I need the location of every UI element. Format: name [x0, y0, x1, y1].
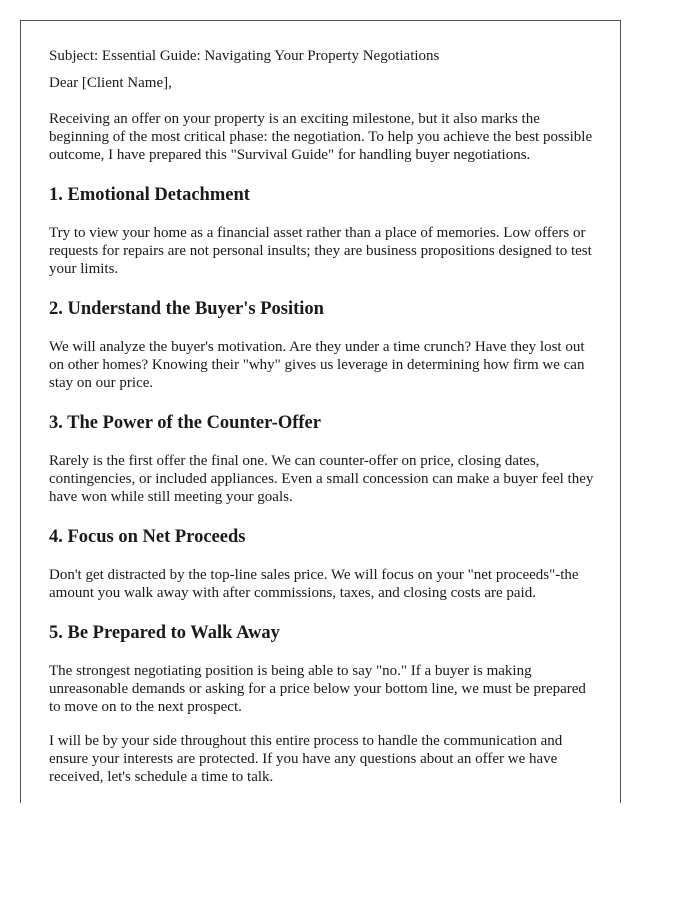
- section-1: [49, 184, 601, 278]
- subject-line: Subject: Essential Guide: Navigating Your Property Negotiations: [49, 48, 440, 64]
- section-2: [49, 298, 601, 392]
- section-4: [49, 526, 601, 602]
- section-heading: 5. Be Prepared to Walk Away: [49, 623, 280, 643]
- section-body: The strongest negotiating position is being able to say "no." If a buyer is making unreasonable demands or asking for a price below your bottom line, we must be prepared to move on to the next prospect.: [49, 663, 586, 715]
- section-body: Rarely is the first offer the final one. We can counter-offer on price, closing dates, contingencies, or included appliances. Even a small concession can make a buyer feel they have won while still meeting your goals.: [49, 453, 594, 505]
- greeting: Dear [Client Name],: [49, 75, 172, 91]
- section-body: Don't get distracted by the top-line sales price. We will focus on your "net proceeds"-the amount you walk away with after commissions, taxes, and closing costs are paid.: [49, 567, 579, 601]
- section-body: We will analyze the buyer's motivation. Are they under a time crunch? Have they lost out on other homes? Knowing their "why" gives us leverage in determining how firm we can stay on our price.: [49, 339, 585, 391]
- section-body: Try to view your home as a financial asset rather than a place of memories. Low offers or requests for repairs are not personal insults; they are business propositions designed to test your limits.: [49, 225, 592, 277]
- section-heading: 3. The Power of the Counter-Offer: [49, 413, 321, 433]
- section-3: [49, 412, 601, 506]
- section-heading: 1. Emotional Detachment: [49, 185, 250, 205]
- section-5: [49, 622, 601, 716]
- section-heading: 2. Understand the Buyer's Position: [49, 299, 324, 319]
- letter-page: [20, 20, 621, 803]
- closing-paragraph: I will be by your side throughout this entire process to handle the communication and ensure your interests are protected. If you have any questions about an offer we have received, let's schedule a time to talk.: [49, 733, 563, 785]
- intro-paragraph: Receiving an offer on your property is an exciting milestone, but it also marks the beginning of the most critical phase: the negotiation. To help you achieve the best possible outcome, I have prepared this "Survival Guide" for handling buyer negotiations.: [49, 111, 593, 163]
- section-heading: 4. Focus on Net Proceeds: [49, 527, 246, 547]
